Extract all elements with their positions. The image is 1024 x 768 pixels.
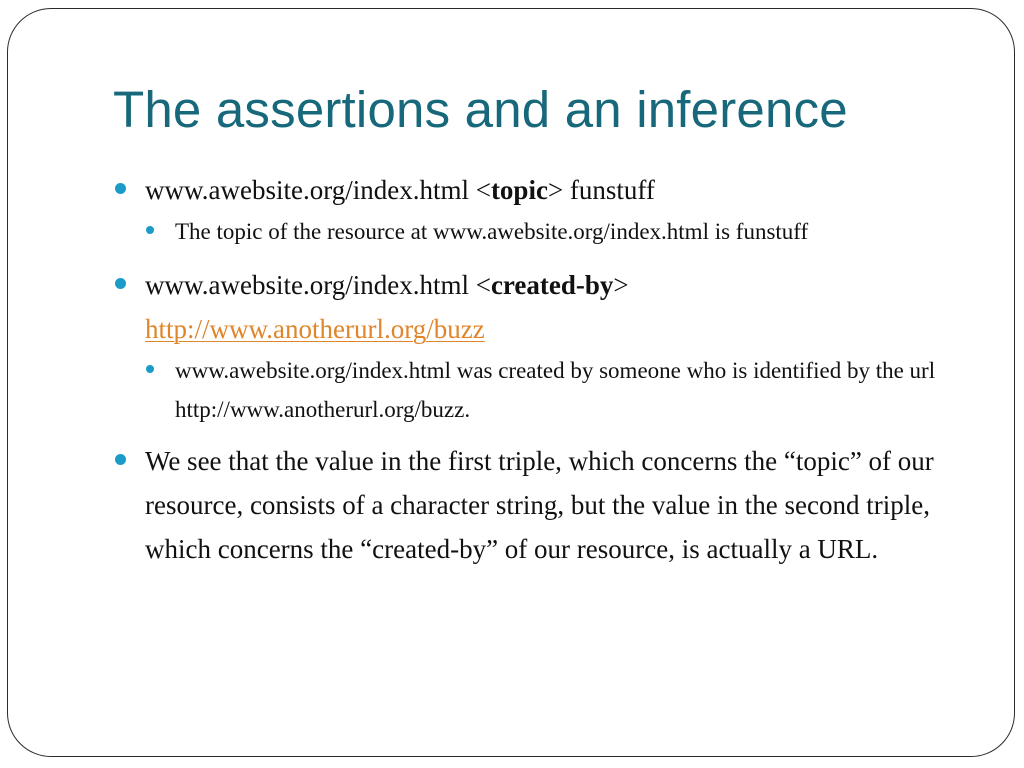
predicate-open-bracket: <: [475, 175, 491, 205]
bullet-icon: [146, 226, 154, 234]
sub-bullet-text: The topic of the resource at www.awebsite.org/index.html is funstuff: [175, 219, 809, 244]
bullet-item-conclusion: [115, 439, 975, 571]
bullet-icon: [146, 365, 154, 373]
triple-subject: www.awebsite.org/index.html: [145, 270, 469, 300]
bullet-item-created-by-triple: [115, 263, 975, 351]
triple-predicate: created-by: [490, 270, 614, 300]
predicate-open-bracket: <: [475, 270, 491, 300]
bullet-icon: [115, 183, 126, 194]
triple-object-link[interactable]: http://www.anotherurl.org/buzz: [145, 314, 485, 344]
bullet-icon: [115, 278, 126, 289]
sub-bullet-item-topic-inference: [146, 212, 975, 251]
slide-content: [115, 168, 975, 571]
predicate-close-bracket: >: [613, 270, 629, 300]
bullet-item-topic-triple: [115, 168, 975, 212]
triple-subject: www.awebsite.org/index.html: [145, 175, 469, 205]
triple-object: funstuff: [569, 175, 655, 205]
bullet-icon: [115, 454, 126, 465]
conclusion-text: We see that the value in the first triple, which concerns the “topic” of our resource, consists of a character string, but the value in the second triple, which concerns the “created-by” of our resource, is actually a URL.: [145, 446, 934, 564]
triple-predicate: topic: [490, 175, 548, 205]
sub-bullet-item-created-by-inference: [146, 351, 975, 429]
slide-title: The assertions and an inference: [113, 81, 848, 138]
sub-bullet-text: www.awebsite.org/index.html was created by someone who is identified by the url http://www.anotherurl.org/buzz.: [175, 358, 936, 422]
predicate-close-bracket: >: [547, 175, 564, 205]
